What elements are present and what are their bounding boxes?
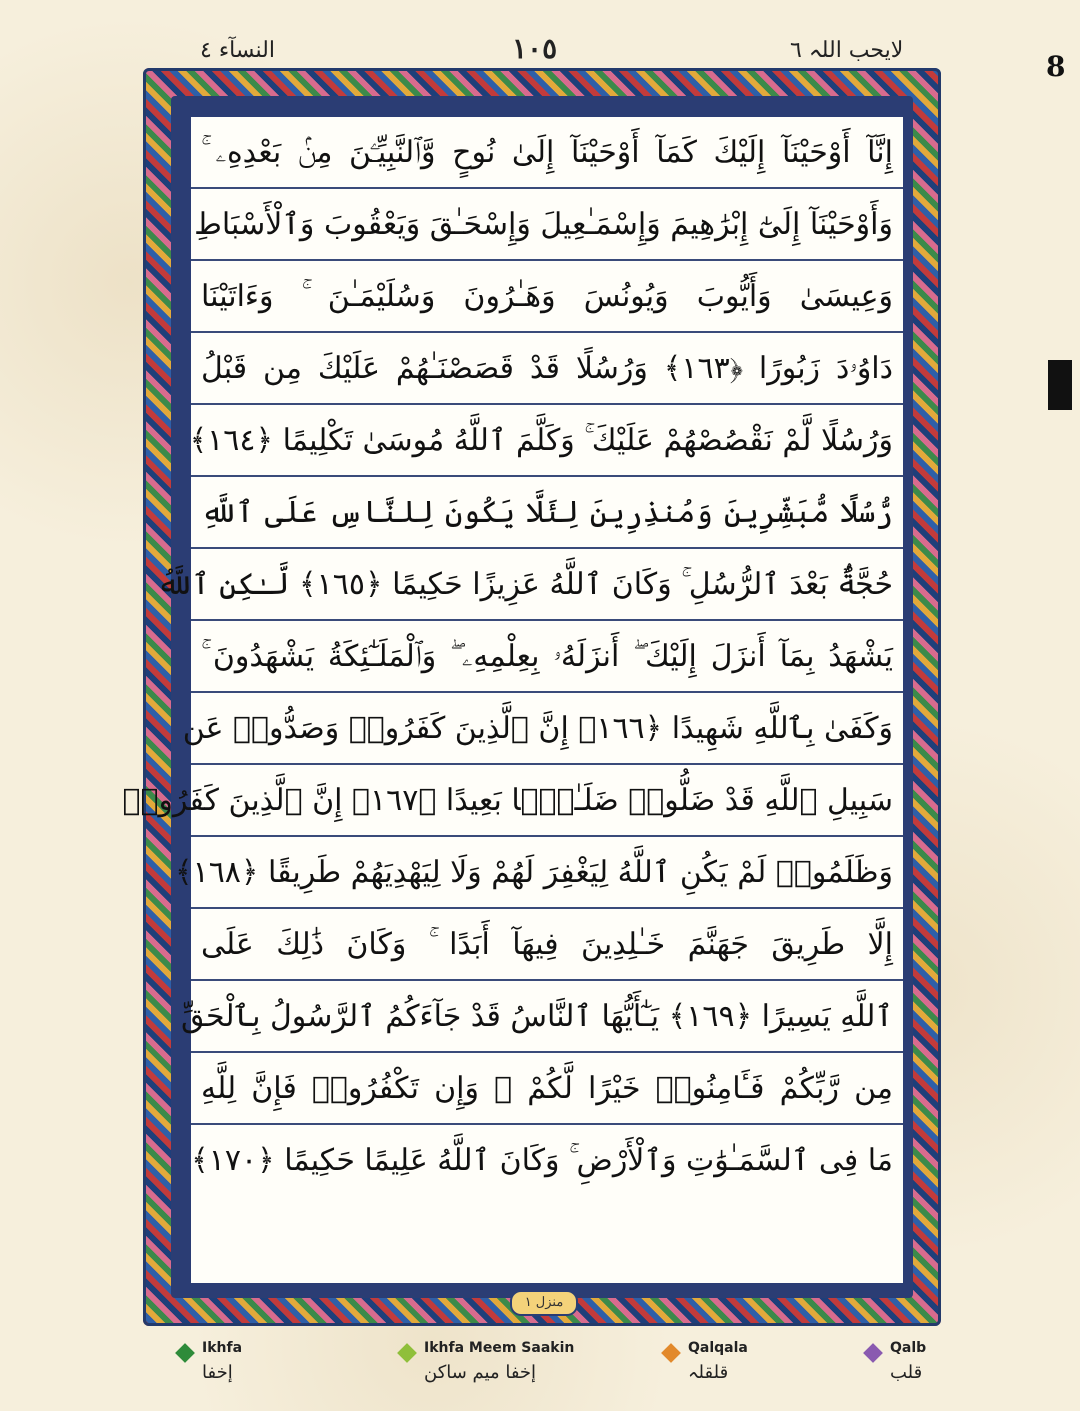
legend-label-ar: قلقلہ bbox=[688, 1362, 729, 1383]
surah-name: النسآء ٤ bbox=[200, 38, 275, 63]
page-header bbox=[0, 18, 1080, 68]
legend-label-en: Qalqala bbox=[688, 1340, 748, 1356]
text-line: مَا فِى ٱلسَّمَـٰوَٰتِ وَٱلْأَرْضِ ۚ وَكَانَ ٱللَّهُ عَلِيمًا حَكِيمًا ﴿١٧٠﴾ bbox=[191, 1143, 893, 1178]
text-line: وَظَلَمُوا۟ لَمْ يَكُنِ ٱللَّهُ لِيَغْفِرَ لَهُمْ وَلَا لِيَهْدِيَهُمْ طَرِيقًا ﴿١٦٨﴾ bbox=[191, 837, 903, 909]
text-line: وَكَفَىٰ بِٱللَّهِ شَهِيدًا ﴿١٦٦﴾ إِنَّ ٱلَّذِينَ كَفَرُوا۟ وَصَدُّوا۟ عَن bbox=[191, 693, 903, 765]
text-line: وَعِيسَىٰ وَأَيُّوبَ وَيُونُسَ وَهَـٰرُونَ وَسُلَيْمَـٰنَ ۚ وَءَاتَيْنَا bbox=[191, 261, 903, 333]
text-line: مِن رَّبِّكُمْ فَـَٔامِنُوا۟ خَيْرًا لَّكُمْ ۚ وَإِن تَكْفُرُوا۟ فَإِنَّ لِلَّهِ bbox=[191, 1053, 903, 1125]
legend-label-ar: إخفا bbox=[202, 1362, 233, 1383]
tajweed-legend bbox=[0, 1340, 1080, 1410]
diamond-icon bbox=[175, 1343, 195, 1363]
legend-label-en: Ikhfa Meem Saakin bbox=[424, 1340, 575, 1356]
text-line: رُّسُلًا مُّبَشِّرِينَ وَمُنذِرِينَ لِئَلَّا يَكُونَ لِلنَّاسِ عَلَى ٱللَّهِ bbox=[191, 477, 903, 549]
diamond-icon bbox=[863, 1343, 883, 1363]
text-line: دَاوُۥدَ زَبُورًا ﴿١٦٣﴾ وَرُسُلًا قَدْ قَصَصْنَـٰهُمْ عَلَيْكَ مِن قَبْلُ bbox=[191, 333, 903, 405]
page-edge-marker bbox=[1048, 360, 1072, 410]
diamond-icon bbox=[397, 1343, 417, 1363]
text-line: إِلَّا طَرِيقَ جَهَنَّمَ خَـٰلِدِينَ فِيهَآ أَبَدًا ۚ وَكَانَ ذَٰلِكَ عَلَى bbox=[191, 909, 903, 981]
text-line: يَشْهَدُ بِمَآ أَنزَلَ إِلَيْكَ ۖ أَنزَلَهُۥ بِعِلْمِهِۦ ۖ وَٱلْمَلَـٰٓئِكَةُ يَشْهَدُونَ ۚ bbox=[191, 621, 903, 693]
page-number: ١٠٥ bbox=[512, 32, 558, 65]
text-line: وَأَوْحَيْنَآ إِلَىٰٓ إِبْرَٰهِيمَ وَإِسْمَـٰعِيلَ وَإِسْحَـٰقَ وَيَعْقُوبَ وَٱلْأَسْبَاطِ bbox=[191, 189, 903, 261]
quran-text-panel bbox=[122, 114, 906, 1286]
legend-label-en: Ikhfa bbox=[202, 1340, 243, 1356]
juz-marker: 8 bbox=[1046, 50, 1066, 83]
diamond-icon bbox=[661, 1343, 681, 1363]
juz-name: لایحب اللہ ٦ bbox=[790, 38, 904, 63]
text-line: ٱللَّهِ يَسِيرًا ﴿١٦٩﴾ يَـٰٓأَيُّهَا ٱلنَّاسُ قَدْ جَآءَكُمُ ٱلرَّسُولُ بِٱلْحَقِّ bbox=[191, 981, 903, 1053]
legend-label-en: Qalb bbox=[890, 1340, 927, 1356]
legend-label-ar: إخفا میم ساکن bbox=[424, 1362, 537, 1383]
manzil-badge: منزل ١ bbox=[510, 1290, 578, 1316]
legend-label-ar: قلب bbox=[890, 1362, 923, 1383]
text-line: إِنَّآ أَوْحَيْنَآ إِلَيْكَ كَمَآ أَوْحَيْنَآ إِلَىٰ نُوحٍ وَّٱلنَّبِيِّـۧنَ مِنۢ بَعْدِهِۦ ۚ bbox=[191, 117, 903, 189]
text-line: وَرُسُلًا لَّمْ نَقْصُصْهُمْ عَلَيْكَ ۚ وَكَلَّمَ ٱللَّهُ مُوسَىٰ تَكْلِيمًا ﴿١٦٤﴾ bbox=[191, 405, 903, 477]
text-line: سَبِيلِ ٱللَّهِ قَدْ ضَلُّوا۟ ضَلَـٰلًۢا بَعِيدًا ﴿١٦٧﴾ إِنَّ ٱلَّذِينَ كَفَرُوا۟ bbox=[191, 765, 903, 837]
text-line: حُجَّةٌۢ بَعْدَ ٱلرُّسُلِ ۚ وَكَانَ ٱللَّهُ عَزِيزًا حَكِيمًا ﴿١٦٥﴾ لَّـٰكِنِ ٱللَّهُ bbox=[191, 549, 903, 621]
